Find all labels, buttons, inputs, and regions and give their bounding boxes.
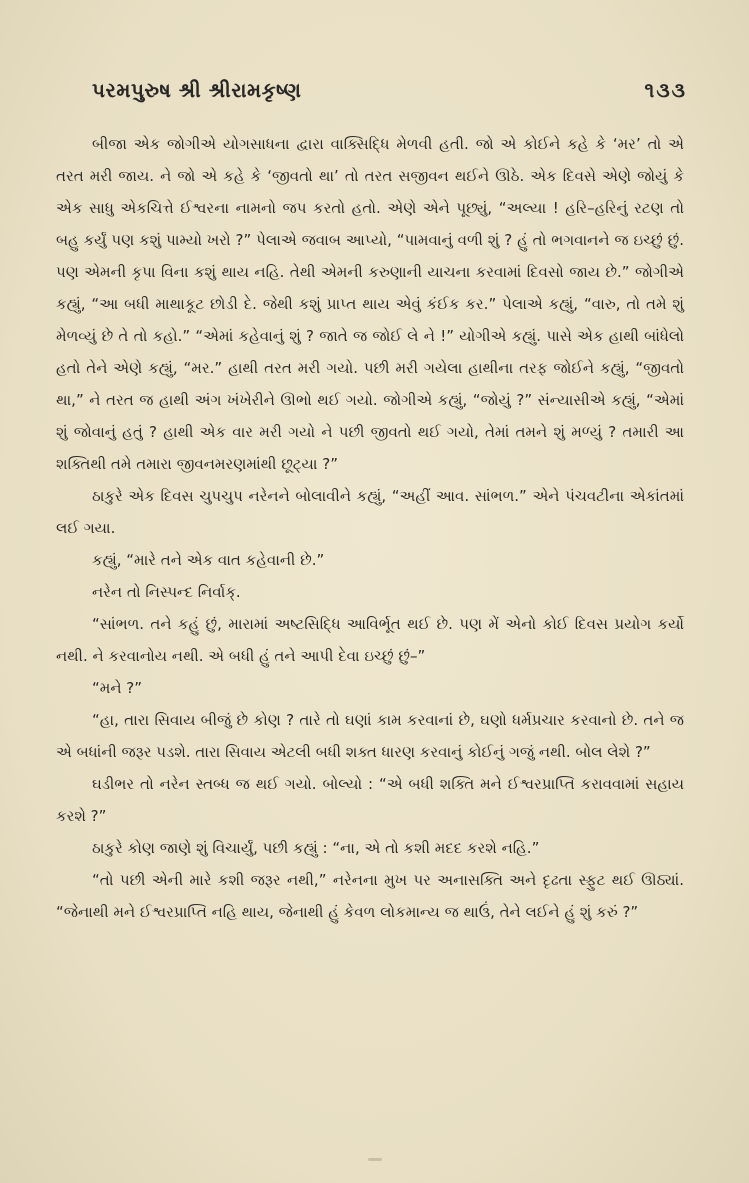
paper-speck [368,1158,382,1161]
paragraph-stunned: ઘડીભર તો નરેન સ્તબ્ધ જ થઈ ગયો. બોલ્યો : “એ બધી શક્તિ મને ઈશ્વરપ્રાપ્તિ કરાવવામાં સહાય કરશે ?” [56,775,684,825]
paragraph-siddhis: “સાંભળ. તને કહું છું, મારામાં અષ્ટસિદ્ધિ આવિર્ભૂત થઈ છે. પણ મેં એનો કોઈ દિવસ પ્રયોગ કર્યો નથી. ને કરવાનોય નથી. એ બધી હું તને આપી દેવા ઇચ્છું છું–” [56,615,684,665]
paragraph-naren-refuses: “તો પછી એની મારે કશી જરૂર નથી,” નરેનના મુખ પર અનાસક્તિ અને દૃઢતા સ્ફુટ થઈ ઊઠ્યાં. “જેનાથી મને ઈશ્વરપ્રાપ્તિ નહિ થાય, જેનાથી હું કેવળ લોકમાન્ય જ થાઉં, તેને લઈને હું શું કરું ?” [56,871,684,921]
paragraph-said: કહ્યું, “મારે તને એક વાત કહેવાની છે.” [92,551,325,569]
running-title: પરમપુરુષ શ્રી શ્રીરામકૃષ્ણ [92,78,302,102]
page-body [56,128,684,928]
paragraph-yes: “હા, તારા સિવાય બીજું છે કોણ ? તારે તો ઘણાં કામ કરવાનાં છે, ઘણો ધર્મપ્રચાર કરવાનો છે. તને જ એ બધાંની જરૂર પડશે. તારા સિવાય એટલી બધી શક્ત ધારણ કરવાનું કોઈનું ગજું નથી. બોલ લેશે ?” [56,711,684,761]
paragraph-me: “મને ?” [92,679,143,697]
paragraph-yogi-story: બીજા એક જોગીએ યોગસાધના દ્વારા વાક્સિદ્ધિ મેળવી હતી. જો એ કોઈને કહે કે ‘મર’ તો એ તરત મરી જાય. ને જો એ કહે કે ‘જીવતો થા’ તો તરત સજીવન થઈને ઊઠે. એક દિવસે એણે જોયું કે એક સાધુ એકચિત્તે ઈશ્વરના નામનો જપ કરતો હતો. એણે એને પૂછ્યું, “અલ્યા ! હરિ–હરિનું રટણ તો બહુ કર્યું પણ કશું પામ્યો ખરો ?” પેલાએ જવાબ આપ્યો, “પામવાનું વળી શું ? હું તો ભગવાનને જ ઇચ્છું છું. પણ એમની કૃપા વિના કશું થાય નહિ. તેથી એમની કરુણાની યાચના કરવામાં દિવસો જાય છે.” જોગીએ કહ્યું, “આ બધી માથાકૂટ છોડી દે. જેથી કશું પ્રાપ્ત થાય એવું કંઈક કર.” પેલાએ કહ્યું, “વારુ, તો તમે શું મેળવ્યું છે તે તો કહો.” “એમાં કહેવાનું શું ? જાતે જ જોઈ લે ને !” યોગીએ કહ્યું. પાસે એક હાથી બાંધેલો હતો તેને એણે કહ્યું, “મર.” હાથી તરત મરી ગયો. પછી મરી ગયેલા હાથીના તરફ જોઈને કહ્યું, “જીવતો થા,” ને તરત જ હાથી અંગ ખંખેરીને ઊભો થઈ ગયો. જોગીએ કહ્યું, “જોયું ?” સંન્યાસીએ કહ્યું, “એમાં શું જોવાનું હતું ? હાથી એક વાર મરી ગયો ને પછી જીવતો થઈ ગયો, તેમાં તમને શું મળ્યું ? તમારી આ શક્તિથી તમે તમારા જીવનમરણમાંથી છૂટ્યા ?” [56,135,684,473]
page-header [92,78,687,112]
page-number: ૧૩૩ [644,78,687,102]
paragraph-thakur-reply: ઠાકુરે કોણ જાણે શું વિચાર્યું, પછી કહ્યું : “ના, એ તો કશી મદદ કરશે નહિ.” [92,839,540,857]
paragraph-naren-silent: નરેન તો નિસ્પન્દ નિર્વાક્. [92,583,241,601]
paragraph-thakur-calls: ઠાકુરે એક દિવસ ચુપચુપ નરેનને બોલાવીને કહ્યું, “અહીં આવ. સાંભળ.” એને પંચવટીના એકાંતમાં લઈ ગયા. [56,487,684,537]
